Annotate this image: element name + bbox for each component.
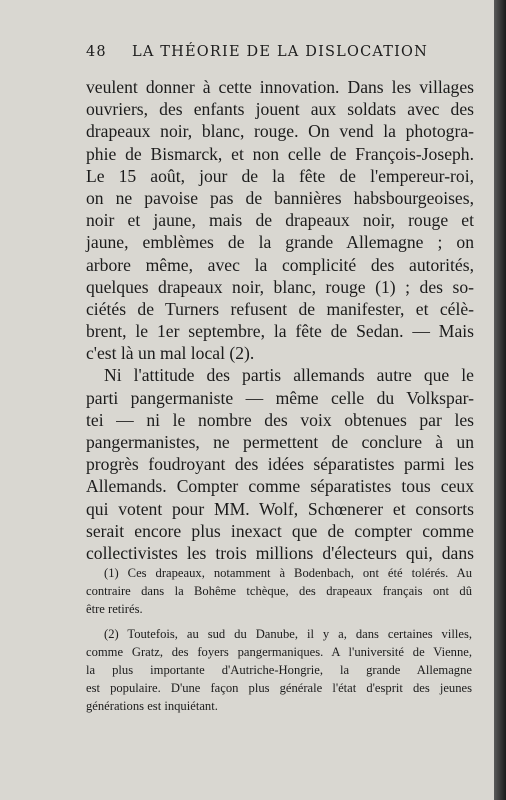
text-line: on ne pavoise pas de bannières habsbourgeoises, [86,187,474,208]
text-line: tei — ni le nombre des voix obtenues par les [86,409,474,430]
text-line: quelques drapeaux noir, blanc, rouge (1) ; des so- [86,276,474,297]
footnote-1-line: être retirés. [86,602,143,617]
footnote-2-line: est populaire. D'une façon plus générale l'état d'esprit des jeunes [86,681,472,696]
text-line: phie de Bismarck, et non celle de François-Joseph. [86,143,474,164]
text-line: jaune, emblèmes de la grande Allemagne ; on [86,232,474,253]
text-line: collectivistes les trois millions d'électeurs qui, dans [86,542,474,563]
footnote-2-line: (2) Toutefois, au sud du Danube, il y a, dans certaines villes, [104,626,472,641]
footnotes [86,564,472,716]
running-title: LA THÉORIE DE LA DISLOCATION [132,44,429,60]
footnote-1-line: (1) Ces drapeaux, notamment à Bodenbach, ont été tolérés. Au [104,566,472,580]
page-header [86,44,472,64]
page-number: 48 [86,44,107,60]
text-line: ciétés de Turners refusent de manifester, et célè- [86,298,474,319]
text-line: veulent donner à cette innovation. Dans les villages [86,77,474,97]
text-line: Le 15 août, jour de la fête de l'empereur-roi, [86,165,474,186]
footnote-1-line: contraire dans la Bohême tchèque, des drapeaux français ont dû [86,584,472,599]
text-line: brent, le 1er septembre, la fête de Sedan. — Mais [86,321,474,342]
text-line: progrès foudroyant des idées séparatistes parmi les [86,454,474,475]
footnote-2-line: la plus importante d'Autriche-Hongrie, la grande Allemagne [86,662,472,677]
text-line: drapeaux noir, blanc, rouge. On vend la photogra- [86,121,474,142]
footnote-2-line: comme Gratz, des foyers pangermaniques. A l'université de Vienne, [86,644,472,659]
paragraph-first-line: Ni l'attitude des partis allemands autre que le [104,365,474,386]
page-edge-shadow [494,0,506,800]
text-line: noir et jaune, mais de drapeaux noir, rouge et [86,210,474,231]
main-text [86,76,474,564]
text-line: arbore même, avec la complicité des autorités, [86,254,474,275]
text-line: qui votent pour MM. Wolf, Schœnerer et consorts [86,498,474,519]
text-line: parti pangermaniste — même celle du Volkspar- [86,387,474,408]
text-line: ouvriers, des enfants jouent aux soldats avec des [86,99,474,120]
text-line: c'est là un mal local (2). [86,343,255,364]
text-line: serait encore plus inexact que de compter comme [86,520,474,541]
text-line: Allemands. Compter comme séparatistes tous ceux [86,476,474,497]
text-line: pangermanistes, ne permettent de conclure à un [86,432,474,452]
footnote-2-line: générations est inquiétant. [86,699,218,714]
